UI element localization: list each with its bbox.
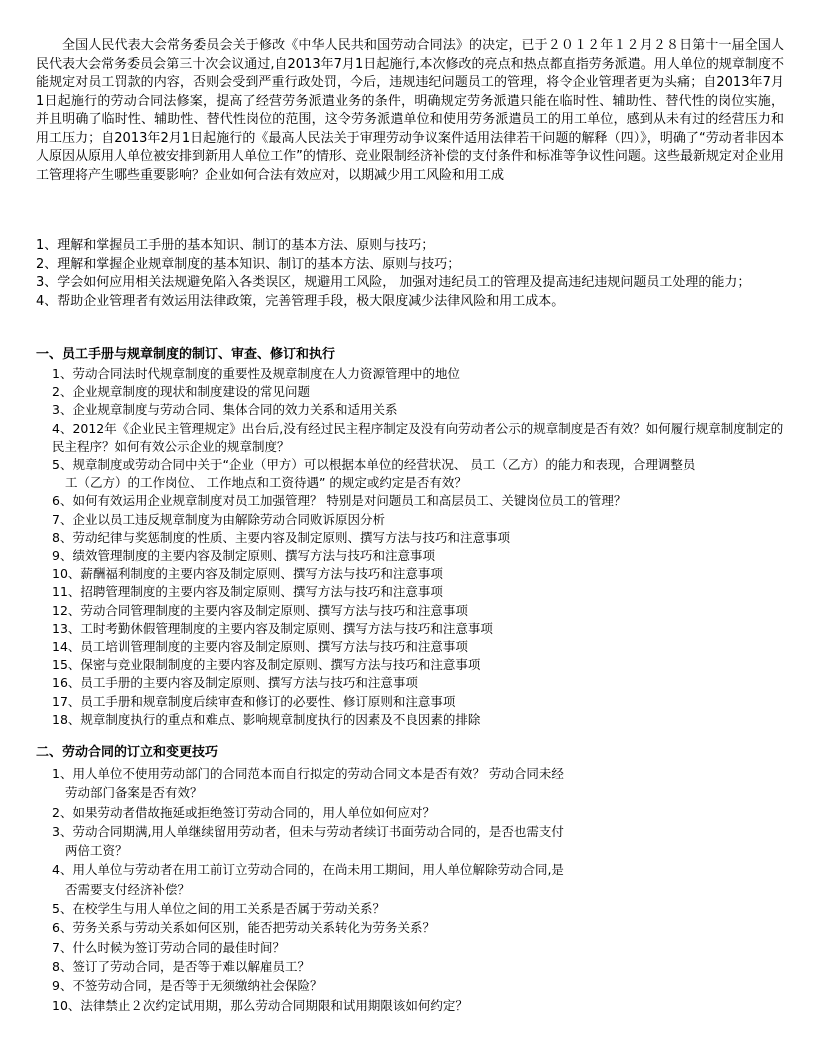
list-item-text: 5、规章制度或劳动合同中关于“企业（甲方）可以根据本单位的经营状况、 员工（乙方）的能力和表现，合理调整员 [52, 457, 696, 473]
goal-item: 2、理解和掌握企业规章制度的基本知识、制订的基本方法、原则与技巧； [36, 256, 461, 272]
section-title-2: 二、劳动合同的订立和变更技巧 [36, 745, 219, 760]
list-item [52, 764, 792, 803]
list-item [52, 693, 792, 711]
list-item-continuation: 否需要支付经济补偿？ [65, 881, 191, 897]
list-item [52, 803, 792, 822]
list-item-text: 11、招聘管理制度的主要内容及制定原则、撰写方法与技巧和注意事项 [52, 584, 443, 600]
list-item-text: 10、法律禁止２次约定试用期，那么劳动合同期限和试用期限该如何约定？ [52, 997, 468, 1013]
list-item-continuation: 两倍工资？ [65, 843, 128, 859]
list-item-text: 1、劳动合同法时代规章制度的重要性及规章制度在人力资源管理中的地位 [52, 366, 460, 381]
goal-item: 4、帮助企业管理者有效运用法律政策，完善管理手段，极大限度减少法律风险和用工成本。 [36, 293, 565, 309]
list-item-text: 2、如果劳动者借故拖延或拒绝签订劳动合同的，用人单位如何应对？ [52, 804, 435, 820]
list-item [52, 565, 792, 583]
list-item [52, 860, 792, 899]
list-item-text: 6、如何有效运用企业规章制度对员工加强管理？ 特别是对问题员工和高层员工、关键岗位员工的管理？ [52, 493, 627, 509]
list-item [52, 938, 792, 957]
list-item-text: 14、员工培训管理制度的主要内容及制定原则、撰写方法与技巧和注意事项 [52, 639, 468, 655]
list-item [52, 511, 792, 529]
list-item [52, 899, 792, 918]
list-item-text: 17、员工手册和规章制度后续审查和修订的必要性、修订原则和注意事项 [52, 693, 456, 709]
list-item-text: 7、什么时候为签订劳动合同的最佳时间？ [52, 939, 285, 955]
list-item-text: 13、工时考勤休假管理制度的主要内容及制定原则、撰写方法与技巧和注意事项 [52, 620, 493, 636]
list-item-text: 12、劳动合同管理制度的主要内容及制定原则、撰写方法与技巧和注意事项 [52, 602, 468, 618]
list-item [52, 957, 792, 976]
list-item-text: 7、企业以员工违反规章制度为由解除劳动合同败诉原因分析 [52, 511, 385, 527]
list-item [52, 996, 792, 1015]
section-title-1: 一、员工手册与规章制度的制订、审查、修订和执行 [36, 347, 336, 362]
list-item-text: 18、规章制度执行的重点和难点、影响规章制度执行的因素及不良因素的排除 [52, 711, 481, 727]
list-item-continuation: 工（乙方）的工作岗位、 工作地点和工资待遇” 的规定或约定是否有效？ [65, 475, 467, 491]
list-item [52, 401, 792, 419]
list-item-text: 2、企业规章制度的现状和制度建设的常见问题 [52, 384, 310, 400]
intro-paragraph: 全国人民代表大会常务委员会关于修改《中华人民共和国劳动合同法》的决定，已于２０１２年１２月２８日第十一届全国人民代表大会常务委员会第三十次会议通过,自2013年7月1日起施行,本次修改的亮点和热点都直指劳务派遣。用人单位的规章制度不能规定对员工罚款的内容，否则会受到严重行政处罚，今后，违规违纪问题员工的管理，将令企业管理者更为头痛；自2013年7月1日起施行的劳动合同法修案，提高了经营劳务派遣业务的条件，明确规定劳务派遣只能在临时性、辅助性、替代性的岗位实施，并且明确了临时性、辅助性、替代性岗位的范围，这令劳务派遣单位和使用劳务派遣员工的用工单位，感到从未有过的经营压力和用工压力；自2013年2月1日起施行的《最高人民法关于审理劳动争议案件适用法律若干问题的解释（四）》，明确了“劳动者非因本人原因从原用人单位被安排到新用人单位工作”的情形、竞业限制经济补偿的支付条件和标准等争议性问题。这些最新规定对企业用工管理将产生哪些重要影响？企业如何合法有效应对，以期减少用工风险和用工成 [36, 38, 784, 183]
list-item [52, 656, 792, 674]
list-item [52, 602, 792, 620]
list-item-text: 9、绩效管理制度的主要内容及制定原则、撰写方法与技巧和注意事项 [52, 548, 435, 564]
list-item-text: 4、用人单位与劳动者在用工前订立劳动合同的，在尚未用工期间，用人单位解除劳动合同,是 [52, 862, 564, 878]
goal-item: 1、理解和掌握员工手册的基本知识、制订的基本方法、原则与技巧； [36, 238, 435, 253]
list-item-text: 4、2012年《企业民主管理规定》出台后,没有经过民主程序制定及没有向劳动者公示的规章制度是否有效？如何履行规章制度制定的民主程序？如何有效公示企业的规章制度？ [52, 420, 784, 454]
list-item-text: 8、劳动纪律与奖惩制度的性质、主要内容及制定原则、撰写方法与技巧和注意事项 [52, 529, 510, 545]
list-item-continuation: 劳动部门备案是否有效？ [65, 785, 203, 801]
goal-item: 3、学会如何应用相关法规避免陷入各类误区，规避用工风险， 加强对违纪员工的管理及提高违纪违规问题员工处理的能力； [36, 275, 751, 290]
list-item [52, 529, 792, 547]
list-item-text: 9、不签劳动合同，是否等于无须缴纳社会保险？ [52, 978, 323, 994]
list-item [52, 674, 792, 692]
goals-list [36, 237, 786, 311]
list-item-text: 5、在校学生与用人单位之间的用工关系是否属于劳动关系？ [52, 901, 385, 917]
list-item [52, 492, 792, 510]
list-item-text: 3、企业规章制度与劳动合同、集体合同的效力关系和适用关系 [52, 402, 398, 418]
list-item-text: 8、签订了劳动合同，是否等于难以解雇员工？ [52, 958, 310, 974]
list-item-text: 1、用人单位不使用劳动部门的合同范本而自行拟定的劳动合同文本是否有效？ 劳动合同未经 [52, 766, 564, 781]
list-item [52, 822, 792, 861]
list-item-text: 10、薪酬福利制度的主要内容及制定原则、撰写方法与技巧和注意事项 [52, 566, 443, 582]
list-item [52, 711, 792, 729]
list-item [52, 547, 792, 565]
list-item [52, 420, 792, 456]
section-1-list [52, 365, 792, 729]
list-item [52, 918, 792, 937]
section-2-list [52, 764, 792, 1015]
list-item-text: 15、保密与竞业限制制度的主要内容及制定原则、撰写方法与技巧和注意事项 [52, 657, 481, 673]
list-item [52, 583, 792, 601]
list-item-text: 6、劳务关系与劳动关系如何区别，能否把劳动关系转化为劳务关系？ [52, 920, 435, 936]
list-item [52, 976, 792, 995]
list-item [52, 638, 792, 656]
list-item [52, 456, 792, 492]
list-item [52, 365, 792, 383]
list-item [52, 383, 792, 401]
list-item-text: 3、劳动合同期满,用人单继续留用劳动者，但未与劳动者续订书面劳动合同的，是否也需支付 [52, 823, 564, 839]
list-item-text: 16、员工手册的主要内容及制定原则、撰写方法与技巧和注意事项 [52, 675, 418, 691]
list-item [52, 620, 792, 638]
